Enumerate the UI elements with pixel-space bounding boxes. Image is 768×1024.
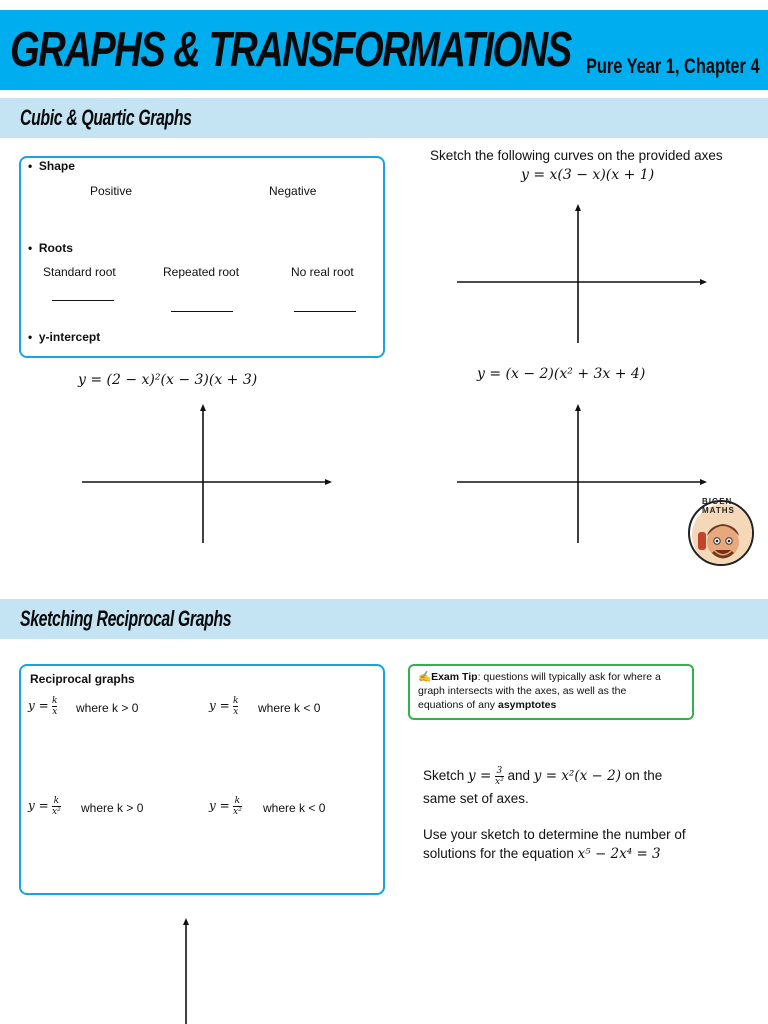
graph-properties-box (19, 156, 385, 358)
question-line-1 (423, 766, 662, 787)
question-line-4-text: solutions for the equation (423, 846, 574, 861)
axes-eq2 (80, 403, 335, 545)
reciprocal-eq-1 (28, 696, 57, 717)
sketch-word: Sketch (423, 768, 465, 784)
positive-label: Positive (90, 184, 133, 198)
reciprocal-eq-2-lhs: y = (209, 698, 230, 713)
reciprocal-cond-1: where k > 0 (76, 701, 139, 715)
fraction-numerator: k (233, 696, 239, 706)
y-intercept-label: y-intercept (38, 330, 101, 344)
repeated-root-line (171, 311, 233, 312)
no-real-root-label: No real root (291, 265, 354, 279)
question-line-4 (423, 846, 661, 862)
question-eq-b: y = x²(x − 2) (533, 768, 621, 785)
roots-label: Roots (38, 241, 73, 255)
axes-eq3 (455, 403, 710, 545)
reciprocal-graphs-box (19, 664, 385, 895)
shape-bullet: • Shape (28, 159, 75, 173)
reciprocal-eq-4-lhs: y = (209, 798, 230, 813)
exam-tip-text-1: : questions will typically ask for where a (477, 671, 661, 683)
fraction-denominator: x (52, 707, 58, 717)
exam-tip-text (418, 670, 690, 712)
negative-label: Negative (269, 184, 317, 198)
exam-tip-label: Exam Tip (431, 671, 478, 683)
y-intercept-bullet: • y-intercept (28, 330, 101, 344)
fraction-denominator: x (233, 707, 239, 717)
fraction-denominator: x² (495, 777, 504, 787)
fraction-numerator: k (234, 796, 241, 806)
section-title-reciprocal: Sketching Reciprocal Graphs (20, 606, 232, 631)
shape-label: Shape (38, 159, 75, 173)
no-real-root-line (294, 311, 356, 312)
reciprocal-eq-3 (28, 796, 61, 817)
question-eq-a-lhs: y = (468, 768, 492, 785)
fraction-numerator: 3 (496, 766, 503, 776)
sketch-instruction: Sketch the following curves on the provided axes (430, 148, 723, 163)
reciprocal-eq-1-lhs: y = (28, 698, 49, 713)
standard-root-line (52, 300, 114, 301)
exam-tip-text-3: equations of any (418, 699, 498, 711)
reciprocal-eq-1-fraction (52, 696, 57, 717)
question-line-4-equation: x⁵ − 2x⁴ = 3 (577, 846, 661, 862)
section-title-cubic: Cubic & Quartic Graphs (20, 105, 192, 130)
reciprocal-eq-4 (209, 796, 242, 817)
reciprocal-eq-3-lhs: y = (28, 798, 49, 813)
reciprocal-cond-3: where k > 0 (81, 801, 144, 815)
and-word: and (507, 768, 531, 784)
axes-eq1 (455, 203, 710, 345)
reciprocal-cond-4: where k < 0 (263, 801, 326, 815)
question-line-2: same set of axes. (423, 791, 529, 806)
exam-tip-asymptotes: asymptotes (497, 699, 557, 711)
question-eq-a-fraction (495, 766, 504, 787)
roots-bullet: • Roots (28, 241, 73, 255)
axes-reciprocal-partial (180, 917, 192, 1024)
reciprocal-heading: Reciprocal graphs (30, 672, 135, 686)
reciprocal-cond-2: where k < 0 (258, 701, 321, 715)
reciprocal-eq-2-fraction (233, 696, 238, 717)
reciprocal-eq-3-fraction (52, 796, 61, 817)
writing-hand-icon: ✍ (418, 671, 432, 683)
logo-text: BIGEN MATHS (702, 497, 735, 515)
standard-root-label: Standard root (43, 265, 116, 279)
page-subtitle: Pure Year 1, Chapter 4 (586, 55, 760, 78)
repeated-root-label: Repeated root (163, 265, 240, 279)
exam-tip-text-2: graph intersects with the axes, as well as the (418, 685, 627, 697)
page-title: GRAPHS & TRANSFORMATIONS (10, 23, 571, 77)
question-line-3: Use your sketch to determine the number of (423, 827, 686, 842)
equation-2: y = (2 − x)²(x − 3)(x + 3) (78, 372, 258, 388)
equation-1: y = x(3 − x)(x + 1) (521, 167, 655, 183)
equation-3: y = (x − 2)(x² + 3x + 4) (477, 366, 646, 382)
fraction-denominator: x² (52, 807, 61, 817)
fraction-numerator: k (53, 796, 60, 806)
reciprocal-eq-2 (209, 696, 238, 717)
fraction-denominator: x² (233, 807, 242, 817)
reciprocal-eq-4-fraction (233, 796, 242, 817)
fraction-numerator: k (52, 696, 58, 706)
on-the-word: on the (624, 768, 663, 784)
